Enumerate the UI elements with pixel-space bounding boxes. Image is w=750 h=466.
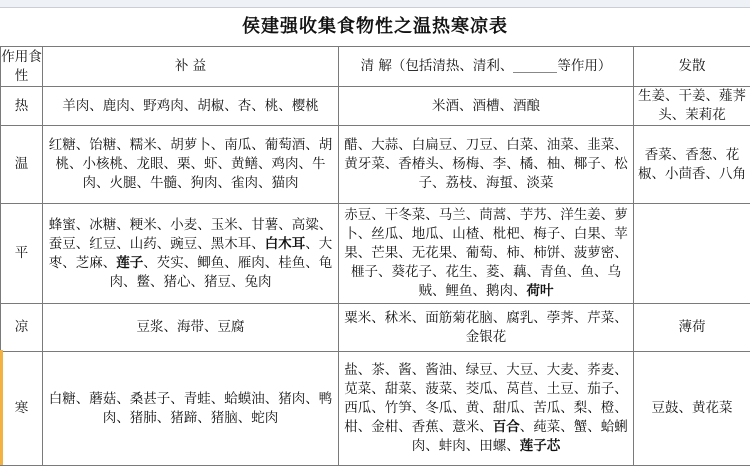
food-nature-table — [0, 46, 750, 466]
table-row — [1, 352, 750, 466]
cell-text-bold: 莲子芯 — [520, 438, 561, 454]
table-row — [1, 204, 750, 304]
cell-text-bold: 莲子 — [116, 255, 143, 271]
cell-text: 蜂蜜、冰糖、粳米、小麦、玉米、甘薯、高粱、蚕豆、红豆、山药、豌豆、黑木耳、 — [49, 217, 333, 252]
header-cell-nature[interactable]: 作用食性 — [1, 47, 43, 87]
cell-warm-tonify[interactable]: 红糖、饴糖、糯米、胡萝卜、南瓜、葡萄酒、胡桃、小核桃、龙眼、栗、虾、黄鳝、鸡肉、牛肉、火腿、牛髓、狗肉、雀肉、猫肉 — [43, 126, 339, 204]
cell-text: 、芡实、鲫鱼、雁肉、桂鱼、龟肉、鳖、猪心、猪豆、兔肉 — [110, 255, 333, 290]
row-label-hot[interactable]: 热 — [1, 87, 43, 126]
cell-text-bold: 百合 — [493, 419, 520, 435]
header-clear-tail: 等作用） — [557, 58, 611, 74]
cell-text: 、莼菜、蟹、蛤蜊肉、蚌肉、田螺、 — [412, 419, 628, 454]
table-title: 侯建强收集食物性之温热寒凉表 — [0, 8, 750, 46]
cell-text: 盐、茶、酱、酱油、绿豆、大豆、大麦、荞麦、苋菜、甜菜、菠菜、茭瓜、莴苣、土豆、茄子、西瓜、竹笋、冬瓜、黄、甜瓜、苦瓜、梨、橙、柑、金柑、香蕉、薏米、 — [344, 362, 628, 435]
cell-text-bold: 白木耳 — [265, 236, 306, 252]
header-cell-disperse[interactable]: 发散 — [634, 47, 750, 87]
header-cell-tonify[interactable]: 补 益 — [43, 47, 339, 87]
cell-cold-tonify[interactable]: 白糖、蘑菇、桑甚子、青蛙、蛤蟆油、猪肉、鸭肉、猪肺、猪蹄、猪脑、蛇肉 — [43, 352, 339, 466]
cell-cool-tonify[interactable]: 豆浆、海带、豆腐 — [43, 304, 339, 352]
row-label-neutral[interactable]: 平 — [1, 204, 43, 304]
cell-warm-disperse[interactable]: 香菜、香葱、花椒、小茴香、八角 — [634, 126, 750, 204]
cell-cool-disperse[interactable]: 薄荷 — [634, 304, 750, 352]
cell-warm-clear[interactable]: 醋、大蒜、白扁豆、刀豆、白菜、油菜、韭菜、黄牙菜、香椿头、杨梅、李、橘、柚、椰子、松子、荔枝、海蜇、淡菜 — [339, 126, 634, 204]
column-header-strip — [0, 0, 750, 8]
cell-cool-clear[interactable]: 粟米、秫米、面筋菊花脑、腐乳、荸荠、芹菜、金银花 — [339, 304, 634, 352]
cell-hot-clear[interactable]: 米酒、酒槽、酒酿 — [339, 87, 634, 126]
cell-neutral-clear[interactable] — [339, 204, 634, 304]
cell-hot-disperse[interactable]: 生姜、干姜、薤荠头、茉莉花 — [634, 87, 750, 126]
table-row — [1, 126, 750, 204]
header-row — [1, 47, 750, 87]
header-blank-gap — [513, 60, 557, 73]
header-clear-text: 清 解（包括清热、清利、 — [361, 58, 514, 74]
row-label-cold[interactable]: 寒 — [1, 352, 43, 466]
cell-text-bold: 荷叶 — [527, 283, 554, 299]
cell-neutral-tonify[interactable] — [43, 204, 339, 304]
header-cell-clear[interactable] — [339, 47, 634, 87]
row-label-cool[interactable]: 凉 — [1, 304, 43, 352]
table-row — [1, 304, 750, 352]
cell-cold-clear[interactable] — [339, 352, 634, 466]
cell-text: 赤豆、干冬菜、马兰、茼蒿、芋艿、洋生姜、萝卜、丝瓜、地瓜、山楂、枇杷、梅子、白果、苹果、芒果、无花果、葡萄、柿、柿饼、菠萝密、榧子、葵花子、花生、菱、藕、青鱼、鱼、乌贼、鲤鱼、鹅肉、 — [344, 207, 628, 299]
cell-hot-tonify[interactable]: 羊肉、鹿肉、野鸡肉、胡椒、杏、桃、樱桃 — [43, 87, 339, 126]
table-row — [1, 87, 750, 126]
cell-text: 、大枣、芝麻、 — [49, 236, 333, 271]
cell-neutral-disperse[interactable] — [634, 204, 750, 304]
row-label-warm[interactable]: 温 — [1, 126, 43, 204]
selected-row-marker — [0, 350, 3, 465]
cell-cold-disperse[interactable]: 豆鼓、黄花菜 — [634, 352, 750, 466]
